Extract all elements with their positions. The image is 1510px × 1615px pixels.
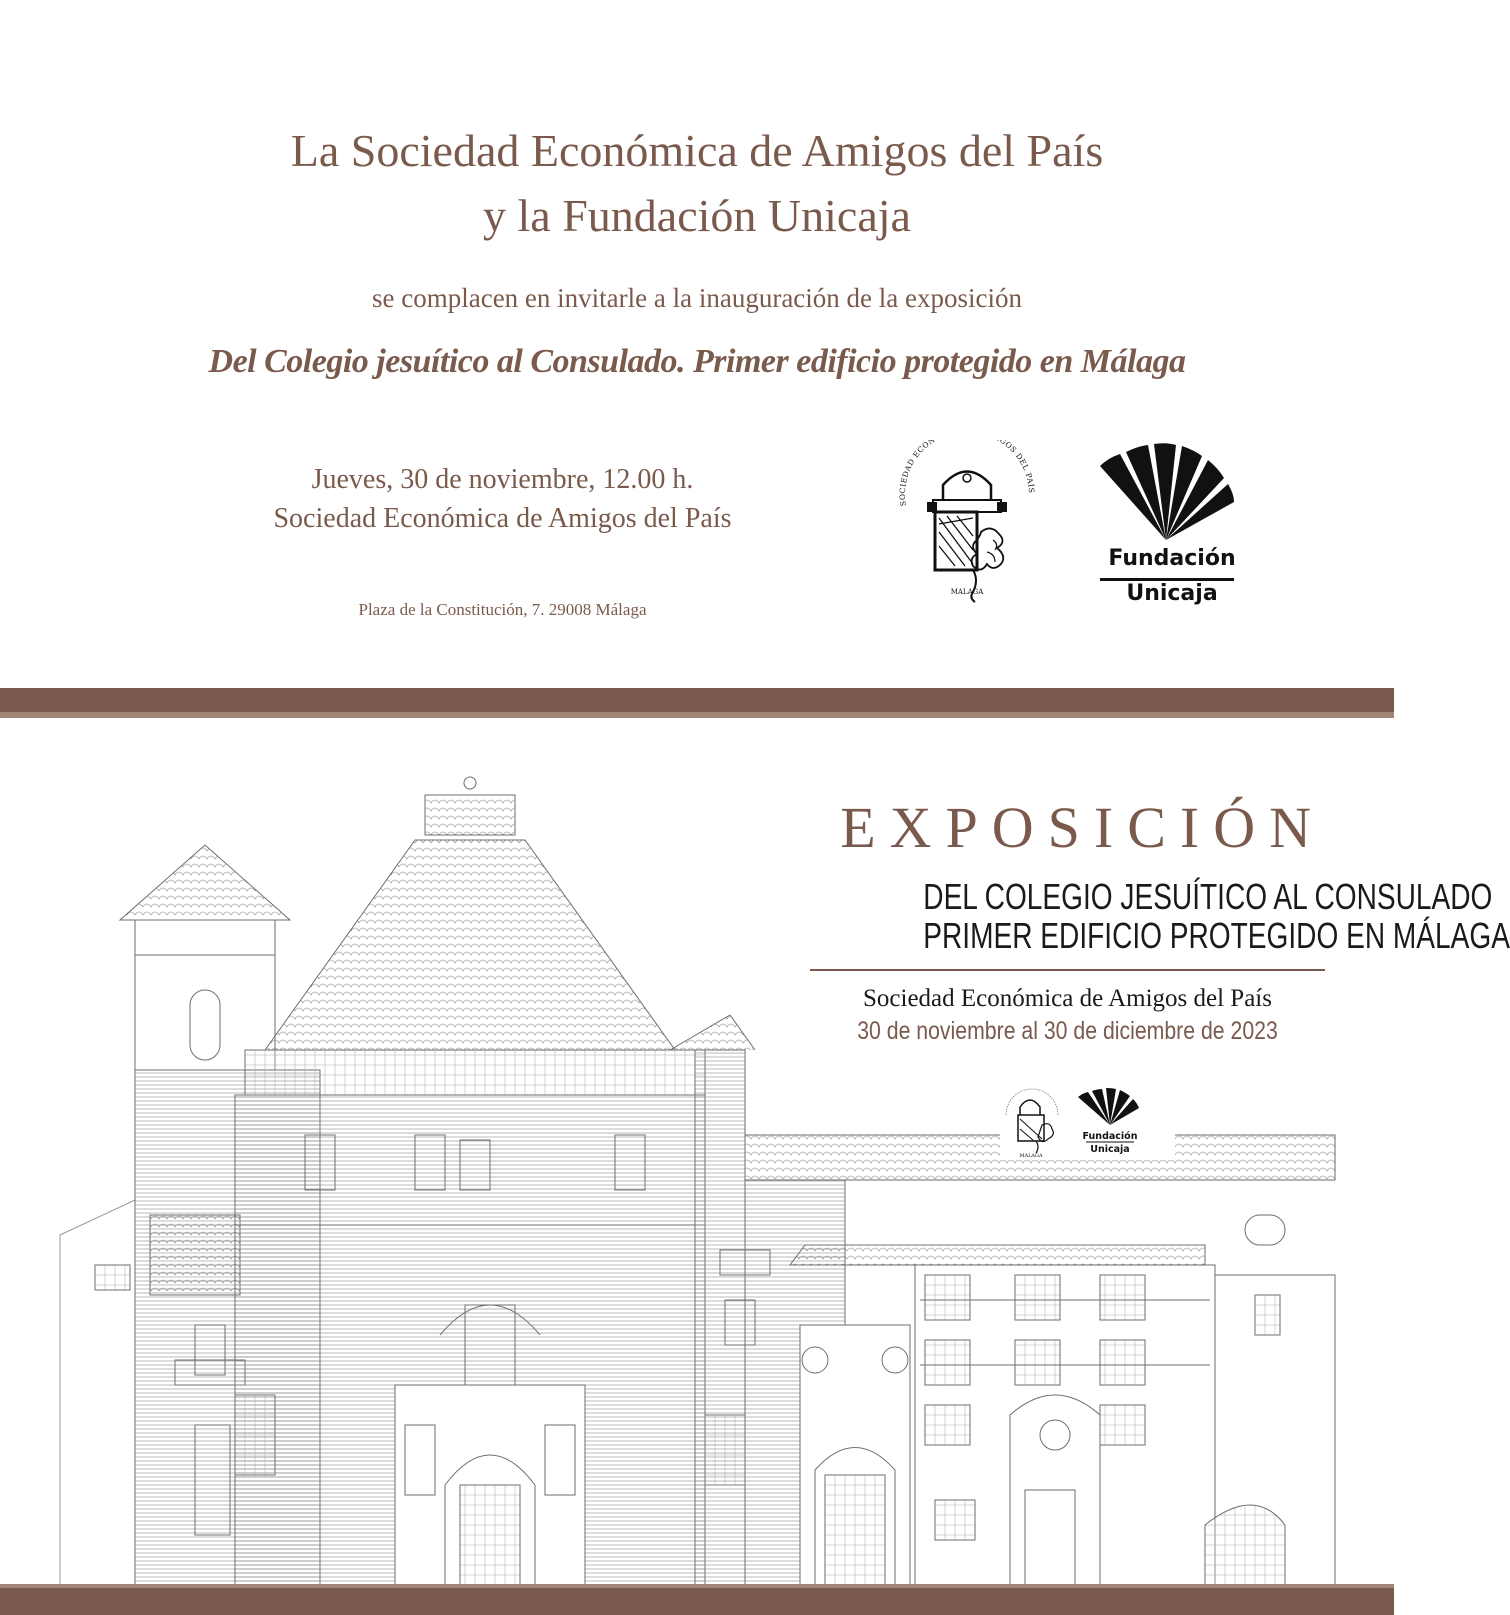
mini-unicaja-label-1: Fundación [1082, 1131, 1138, 1142]
poster-mini-logos [1000, 1085, 1170, 1160]
seal-ring-text: SOCIEDAD ECON GOS DEL PAÍS [897, 440, 1037, 507]
mini-unicaja-icon [1078, 1088, 1139, 1125]
poster-dates: 30 de noviembre al 30 de diciembre de 2023 [857, 1017, 1278, 1045]
poster-text [810, 795, 1510, 1046]
poster-subtitle-2: PRIMER EDIFICIO PROTEGIDO EN MÁLAGA [923, 915, 1510, 956]
exhibition-title: Del Colegio jesuítico al Consulado. Primer edificio protegido en Málaga [208, 343, 1186, 380]
event-datetime: Jueves, 30 de noviembre, 12.00 h. [311, 464, 694, 495]
divider-band-light [0, 712, 1394, 718]
poster-venue: Sociedad Económica de Amigos del País [863, 985, 1272, 1012]
unicaja-label-1: Fundación [1108, 546, 1236, 571]
invitation-text: se complacen en invitarle a la inauguración de la exposición [372, 283, 1022, 313]
seal-city-label: MALAGA [950, 588, 984, 596]
event-venue: Sociedad Económica de Amigos del País [273, 503, 732, 534]
footer-band [0, 1588, 1394, 1615]
event-address: Plaza de la Constitución, 7. 29008 Málaga [358, 600, 647, 619]
poster-word: EXPOSICIÓN [840, 795, 1325, 860]
unicaja-logo [1098, 440, 1246, 610]
sociedad-seal-icon [893, 440, 1041, 612]
mini-seal-icon [1006, 1089, 1058, 1153]
hosts-line-2: y la Fundación Unicaja [483, 190, 911, 241]
mini-seal-city: MALAGA [1019, 1153, 1043, 1159]
event-details [200, 460, 805, 538]
unicaja-label-2: Unicaja [1126, 581, 1218, 606]
unicaja-fan-icon [1098, 440, 1246, 540]
invitation-panel [0, 0, 1394, 688]
poster-subtitle-1: DEL COLEGIO JESUÍTICO AL CONSULADO [923, 876, 1493, 917]
hosts-line-1: La Sociedad Económica de Amigos del País [290, 125, 1104, 176]
poster-rule [810, 969, 1325, 971]
divider-band [0, 688, 1394, 712]
mini-unicaja-label-2: Unicaja [1090, 1144, 1130, 1155]
hosts-heading [0, 118, 1394, 248]
